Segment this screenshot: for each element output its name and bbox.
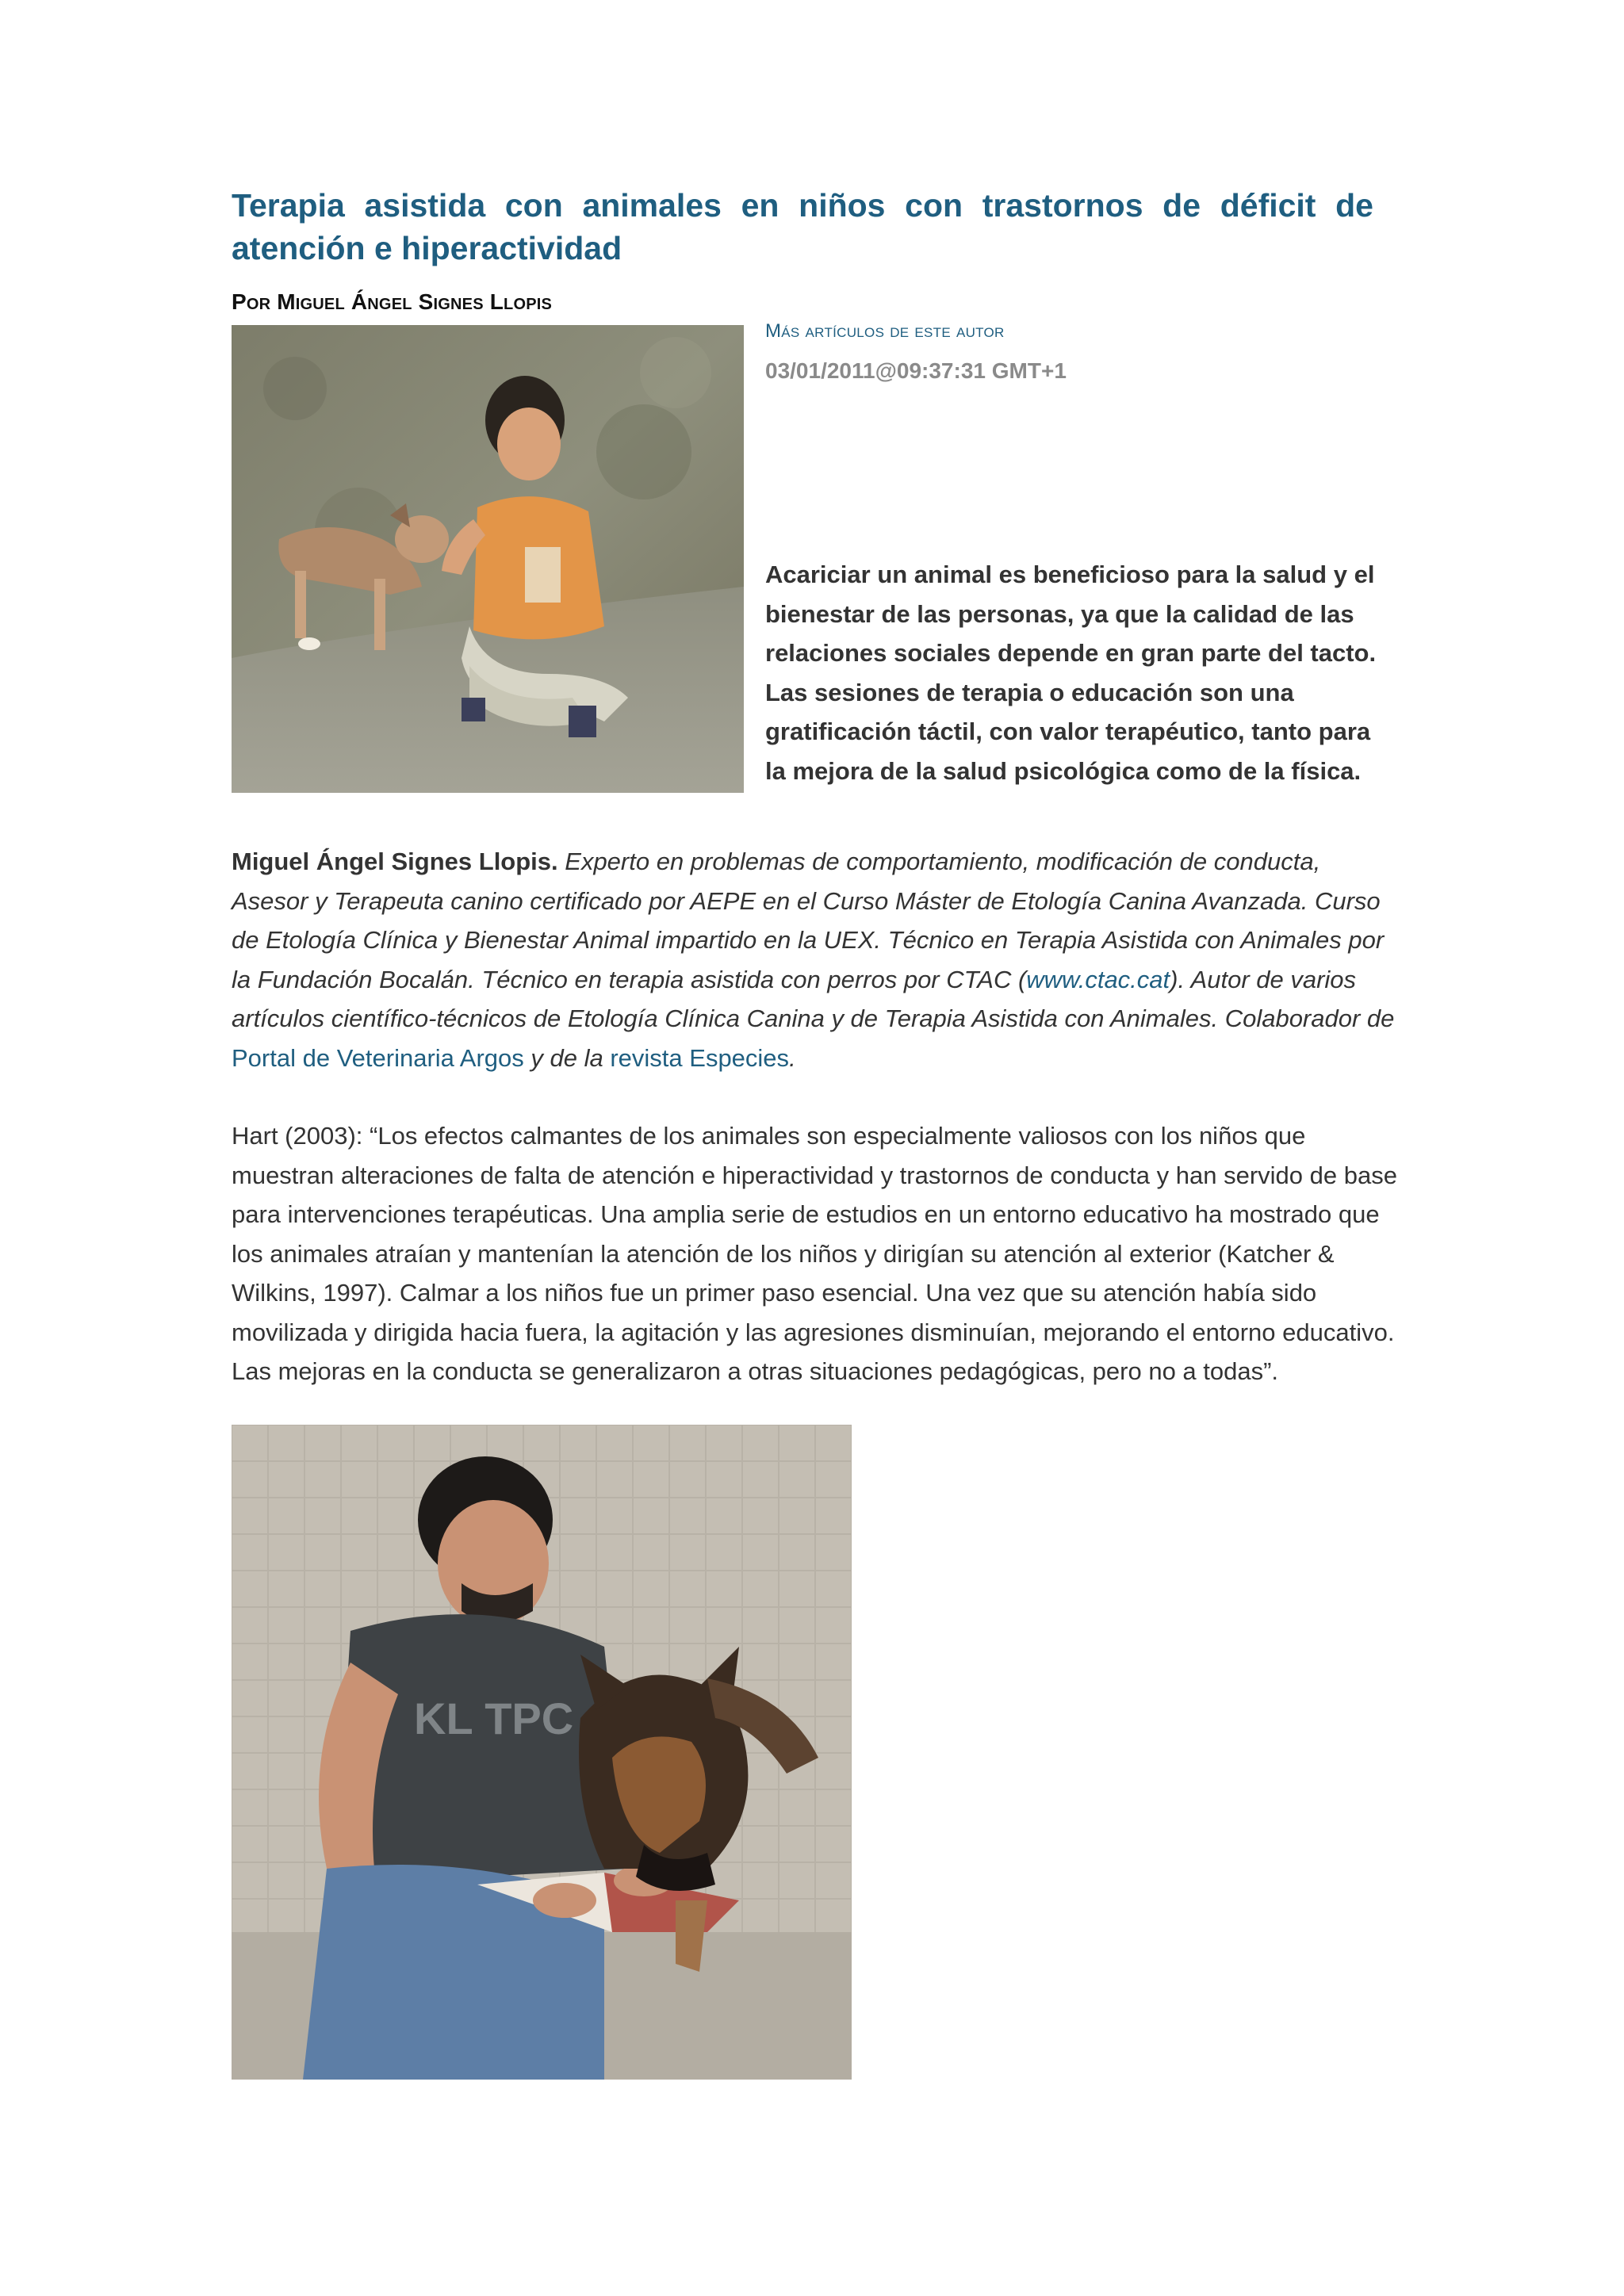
article-title: Terapia asistida con animales en niños con trastornos de déficit de atención e hiperactividad: [232, 187, 1373, 266]
man-reading-with-dog-photo: [232, 1425, 852, 2080]
bio-name: Miguel Ángel Signes Llopis.: [232, 848, 558, 875]
author-byline: Por Miguel Ángel Signes Llopis: [232, 289, 553, 314]
bio-text: ). Autor de varios artículos científico-técnicos de Etología Clínica Canina y de Terapia Asistida con Animales. Colaborador de: [232, 965, 1395, 1032]
hart-quote-paragraph: Hart (2003): “Los efectos calmantes de los animales son especialmente valiosos con los niños que muestran alteraciones de falta de atención e hiperactividad y trastornos de conducta y han servido de base para intervenciones terapéuticas. Una amplia serie de estudios en un entorno educativo ha mostrado que los animales atraían y mantenían la atención de los niños y dirigían su atención al exterior (Katcher & Wilkins, 1997). Calmar a los niños fue un primer paso esencial. Una vez que su atención había sido movilizada y dirigida hacia fuera, la agitación y las agresiones disminuían, mejorando el entorno educativo. Las mejoras en la conducta se generalizaron a otras situaciones pedagógicas, pero no a todas”.: [232, 1122, 1397, 1385]
bio-text: Experto en problemas de comportamiento, modificación de conducta, Asesor y Terapeuta canino certificado por AEPE en el Curso Máster de Etología Canina Avanzada. Curso de Etología Clínica y Bienestar Animal impartido en la UEX. Técnico en Terapia Asistida con Animales por la Fundación Bocalán. Técnico en terapia asistida con perros por CTAC (: [232, 848, 1385, 993]
child-with-dog-photo: [232, 325, 744, 793]
bio-text: .: [789, 1043, 796, 1072]
publish-date: 03/01/2011@09:37:31 GMT+1: [765, 358, 1067, 383]
shirt-print-text: KL TPC: [414, 1693, 574, 1743]
author-bio: [232, 842, 1397, 1077]
ctac-link[interactable]: www.ctac.cat: [1026, 965, 1170, 993]
especies-magazine-link[interactable]: revista Especies: [610, 1043, 790, 1072]
article-lead: Acariciar un animal es beneficioso para la salud y el bienestar de las personas, ya que la calidad de las relaciones sociales depende en gran parte del tacto. Las sesiones de terapia o educación son una gratificación táctil, con valor terapéutico, tanto para la mejora de la salud psicológica como de la física.: [765, 561, 1377, 785]
more-articles-link[interactable]: Más artículos de este autor: [765, 320, 1005, 342]
bio-text: y de la: [523, 1043, 611, 1072]
argos-portal-link[interactable]: Portal de Veterinaria Argos: [232, 1043, 524, 1072]
